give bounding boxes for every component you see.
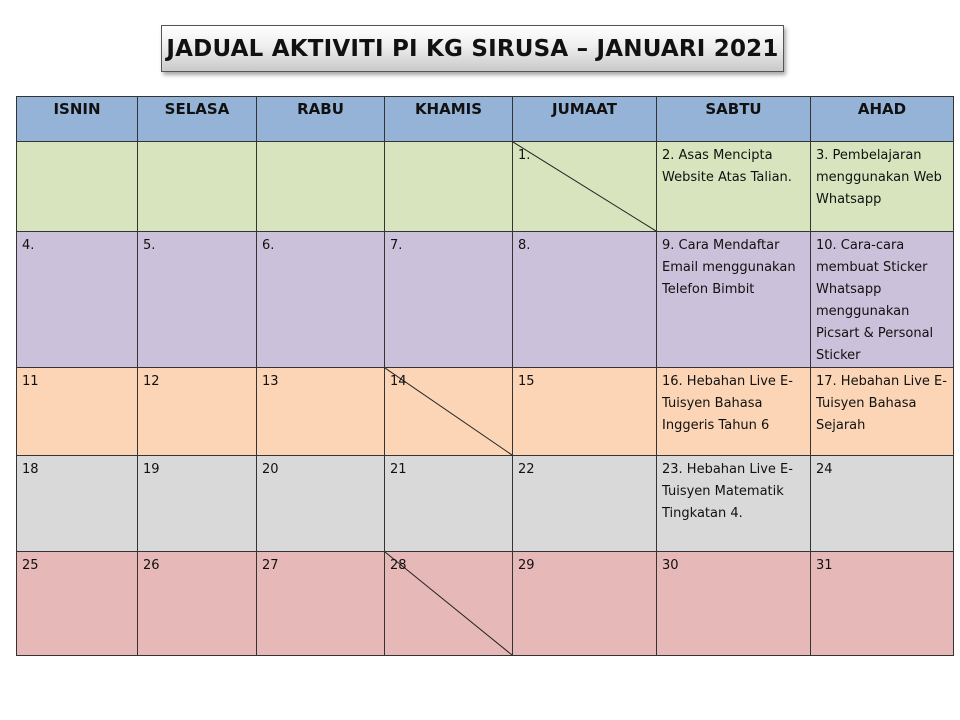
day-cell <box>257 552 385 656</box>
day-cell <box>657 552 811 656</box>
day-text: 31 <box>816 558 833 573</box>
header-isnin: ISNIN <box>17 97 138 142</box>
day-text: 25 <box>22 558 39 573</box>
day-text: 26 <box>143 558 160 573</box>
day-text: 19 <box>143 462 160 477</box>
day-text: 15 <box>518 374 535 389</box>
day-cell <box>17 232 138 368</box>
header-sabtu: SABTU <box>657 97 811 142</box>
day-text: 6. <box>262 238 275 253</box>
day-text: 18 <box>22 462 39 477</box>
day-text: 20 <box>262 462 279 477</box>
day-cell <box>17 142 138 232</box>
day-text: 4. <box>22 238 35 253</box>
day-cell <box>257 232 385 368</box>
day-text: 3. Pembelajaran menggunakan Web Whatsapp <box>816 148 942 207</box>
day-cell <box>257 142 385 232</box>
day-text: 7. <box>390 238 403 253</box>
day-cell <box>385 232 513 368</box>
day-text: 11 <box>22 374 39 389</box>
day-text: 28 <box>390 558 407 573</box>
day-cell-crossed <box>513 142 657 232</box>
day-text: 13 <box>262 374 279 389</box>
header-ahad: AHAD <box>811 97 954 142</box>
header-selasa: SELASA <box>138 97 257 142</box>
day-cell <box>138 142 257 232</box>
day-cell <box>513 232 657 368</box>
header-khamis: KHAMIS <box>385 97 513 142</box>
diagonal-strike <box>513 142 656 231</box>
day-text: 24 <box>816 462 833 477</box>
day-cell <box>257 456 385 552</box>
day-cell <box>811 142 954 232</box>
day-cell <box>138 232 257 368</box>
day-cell <box>17 552 138 656</box>
week-row <box>17 368 954 456</box>
day-cell <box>811 456 954 552</box>
week-row <box>17 552 954 656</box>
day-text: 29 <box>518 558 535 573</box>
day-cell <box>811 552 954 656</box>
day-cell <box>657 368 811 456</box>
day-text: 8. <box>518 238 531 253</box>
day-text: 14 <box>390 374 407 389</box>
day-text: 10. Cara-cara membuat Sticker Whatsapp menggunakan Picsart & Personal Sticker <box>816 238 934 363</box>
day-text: 5. <box>143 238 156 253</box>
day-cell <box>17 456 138 552</box>
day-cell <box>513 552 657 656</box>
day-cell-crossed <box>385 368 513 456</box>
day-cell <box>138 456 257 552</box>
day-cell <box>811 368 954 456</box>
day-text: 17. Hebahan Live E-Tuisyen Bahasa Sejarah <box>816 374 947 433</box>
day-cell <box>17 368 138 456</box>
day-cell <box>385 456 513 552</box>
day-cell <box>257 368 385 456</box>
day-cell <box>657 142 811 232</box>
header-rabu: RABU <box>257 97 385 142</box>
week-row <box>17 232 954 368</box>
day-text: 1. <box>518 148 531 163</box>
day-text: 16. Hebahan Live E-Tuisyen Bahasa Inggeris Tahun 6 <box>662 374 793 433</box>
day-text: 9. Cara Mendaftar Email menggunakan Telefon Bimbit <box>662 238 796 297</box>
header-jumaat: JUMAAT <box>513 97 657 142</box>
day-text: 22 <box>518 462 535 477</box>
header-row <box>17 97 954 142</box>
page-title: JADUAL AKTIVITI PI KG SIRUSA – JANUARI 2021 <box>161 25 784 72</box>
day-text: 21 <box>390 462 407 477</box>
day-text: 23. Hebahan Live E-Tuisyen Matematik Tingkatan 4. <box>662 462 793 521</box>
day-cell <box>811 232 954 368</box>
day-cell <box>138 368 257 456</box>
day-text: 12 <box>143 374 160 389</box>
day-cell <box>657 456 811 552</box>
day-cell-crossed <box>385 552 513 656</box>
activity-calendar-table <box>16 96 954 656</box>
day-cell <box>138 552 257 656</box>
day-cell <box>513 456 657 552</box>
day-cell <box>657 232 811 368</box>
week-row <box>17 456 954 552</box>
day-text: 30 <box>662 558 679 573</box>
week-row <box>17 142 954 232</box>
day-cell <box>513 368 657 456</box>
day-text: 2. Asas Mencipta Website Atas Talian. <box>662 148 792 185</box>
day-text: 27 <box>262 558 279 573</box>
day-cell <box>385 142 513 232</box>
